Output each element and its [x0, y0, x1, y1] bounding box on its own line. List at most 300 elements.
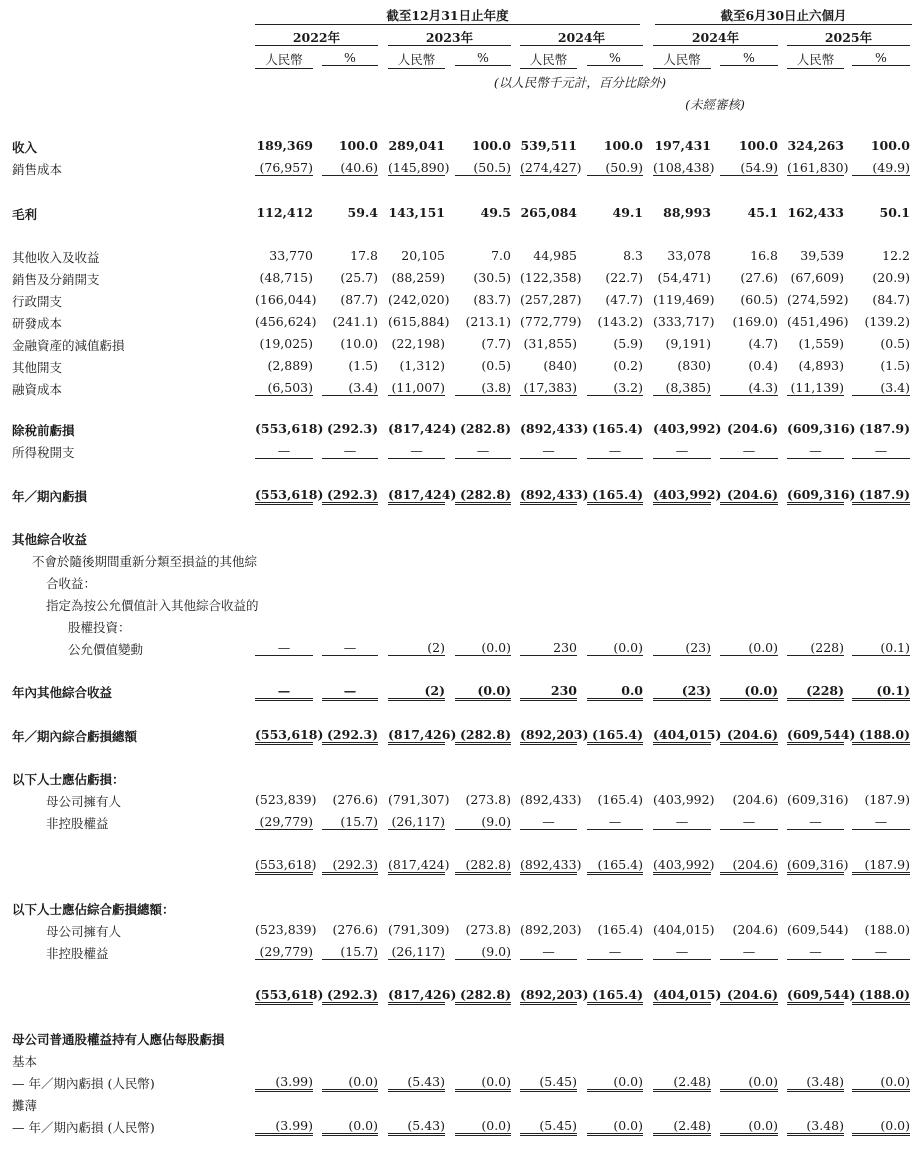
amount-cell: (817,424) — [388, 487, 445, 505]
amount-cell: 33,770 — [269, 248, 313, 263]
table-row — [0, 485, 924, 507]
amount-cell: — — [255, 640, 313, 656]
amount-cell: (2) — [388, 640, 445, 656]
percent-cell: (165.4) — [597, 922, 643, 937]
group-header-fiscal-year: 截至12月31日止年度 — [386, 8, 509, 23]
amount-cell: — — [787, 443, 844, 459]
amount-cell: (22,198) — [391, 336, 445, 351]
table-row — [0, 441, 924, 463]
percent-cell: (276.6) — [332, 792, 378, 807]
percent-cell: 16.8 — [750, 248, 778, 263]
percent-cell: — — [322, 443, 378, 459]
amount-cell: (9,191) — [665, 336, 711, 351]
amount-cell: (2) — [388, 683, 445, 701]
percent-cell: (292.3) — [327, 421, 378, 436]
amount-cell: — — [520, 443, 577, 459]
amount-cell: (17,383) — [520, 380, 577, 396]
row-label: 毛利 — [12, 207, 38, 222]
amount-cell: (523,839) — [255, 922, 317, 937]
amount-cell: (403,992) — [653, 792, 715, 807]
percent-cell: 100.0 — [603, 138, 643, 153]
amount-cell: (26,117) — [388, 814, 445, 830]
percent-cell: (143.2) — [597, 314, 643, 329]
percent-cell: 100.0 — [738, 138, 778, 153]
percent-cell: (0.0) — [587, 1074, 643, 1092]
amount-cell: (609,544) — [787, 922, 849, 937]
percent-cell: (4.3) — [720, 380, 778, 396]
table-row — [0, 616, 924, 638]
percent-cell: (0.5) — [481, 358, 511, 373]
table-row — [0, 985, 924, 1007]
table-row — [0, 136, 924, 158]
percent-cell: (273.8) — [465, 922, 511, 937]
amount-cell: (4,893) — [798, 358, 844, 373]
row-label: 融資成本 — [12, 382, 63, 397]
amount-cell: — — [787, 944, 844, 960]
percent-cell: (20.9) — [872, 270, 910, 285]
percent-cell: — — [587, 443, 643, 459]
amount-cell: (166,044) — [255, 292, 317, 307]
amount-cell: 88,993 — [663, 205, 711, 220]
amount-cell: (5.43) — [388, 1074, 445, 1092]
amount-cell: (3.48) — [787, 1074, 844, 1092]
amount-cell: (404,015) — [653, 922, 715, 937]
percent-header: % — [455, 50, 511, 66]
amount-cell: (892,203) — [520, 727, 577, 745]
percent-cell: 100.0 — [338, 138, 378, 153]
row-label: 年／期內虧損 — [12, 489, 88, 504]
year-header: 2023年 — [425, 30, 474, 45]
percent-cell: (139.2) — [864, 314, 910, 329]
amount-cell: (1,559) — [798, 336, 844, 351]
amount-cell: (817,426) — [388, 987, 445, 1005]
row-label: — 年／期內虧損 (人民幣) — [12, 1120, 155, 1135]
percent-cell: 100.0 — [870, 138, 910, 153]
amount-cell: (403,992) — [653, 487, 711, 505]
amount-cell: (11,139) — [787, 380, 844, 396]
row-label: 年／期內綜合虧損總額 — [12, 729, 138, 744]
row-label: 所得稅開支 — [12, 445, 75, 460]
amount-cell: (523,839) — [255, 792, 317, 807]
row-label: 指定為按公允價值計入其他綜合收益的 — [46, 598, 259, 613]
table-row — [0, 1116, 924, 1138]
row-label: 母公司普通股權益持有人應佔每股虧損 — [12, 1032, 225, 1047]
amount-cell: 39,539 — [800, 248, 844, 263]
amount-cell: (145,890) — [388, 160, 450, 175]
amount-cell: — — [653, 944, 711, 960]
amount-cell: (76,957) — [255, 160, 313, 176]
table-row — [0, 572, 924, 594]
group-header-half-year-rule — [655, 24, 912, 25]
amount-cell: 112,412 — [256, 205, 313, 220]
percent-cell: (3.2) — [587, 380, 643, 396]
percent-cell: (187.9) — [864, 792, 910, 807]
amount-cell: (11,007) — [388, 380, 445, 396]
percent-cell: (84.7) — [872, 292, 910, 307]
row-label: 非控股權益 — [46, 816, 109, 831]
amount-cell: (23) — [653, 640, 711, 656]
percent-cell: (3.4) — [322, 380, 378, 396]
year-header-rule — [388, 45, 511, 46]
amount-cell: (817,424) — [388, 421, 457, 436]
table-row — [0, 312, 924, 334]
table-row — [0, 638, 924, 660]
percent-cell: (282.8) — [455, 987, 511, 1005]
percent-cell: (15.7) — [322, 944, 378, 960]
amount-cell: (553,618) — [255, 727, 313, 745]
amount-cell: (553,618) — [255, 987, 313, 1005]
amount-cell: (609,316) — [787, 421, 856, 436]
amount-cell: (2.48) — [653, 1118, 711, 1136]
percent-cell: (282.8) — [455, 857, 511, 875]
percent-cell: (50.9) — [587, 160, 643, 176]
table-row — [0, 334, 924, 356]
amount-cell: (54,471) — [657, 270, 711, 285]
amount-cell: 230 — [520, 683, 577, 701]
row-label: 母公司擁有人 — [46, 924, 122, 939]
row-label: 股權投資： — [68, 620, 131, 635]
amount-cell: 230 — [520, 640, 577, 656]
amount-cell: (333,717) — [653, 314, 715, 329]
amount-cell: (553,618) — [255, 487, 313, 505]
percent-cell: 17.8 — [350, 248, 378, 263]
amount-cell: (274,427) — [520, 160, 582, 175]
percent-header: % — [720, 50, 778, 66]
percent-cell: — — [720, 814, 778, 830]
amount-cell: (403,992) — [653, 857, 711, 875]
row-label: 以下人士應佔虧損： — [12, 772, 125, 787]
table-row — [0, 290, 924, 312]
percent-cell: 50.1 — [879, 205, 910, 220]
percent-cell: (204.6) — [720, 727, 778, 745]
amount-cell: (609,544) — [787, 987, 844, 1005]
percent-cell: — — [852, 443, 910, 459]
percent-cell: (0.0) — [322, 1118, 378, 1136]
currency-header: 人民幣 — [388, 50, 445, 69]
percent-cell: 49.5 — [480, 205, 511, 220]
percent-cell: (204.6) — [720, 857, 778, 875]
amount-cell: — — [653, 443, 711, 459]
amount-cell: (609,316) — [787, 792, 849, 807]
amount-cell: 197,431 — [654, 138, 711, 153]
percent-cell: (0.0) — [852, 1118, 910, 1136]
percent-cell: (165.4) — [587, 487, 643, 505]
row-label: 攤薄 — [12, 1098, 38, 1113]
percent-cell: (50.5) — [455, 160, 511, 176]
percent-cell: (188.0) — [852, 987, 910, 1005]
percent-cell: (0.0) — [720, 640, 778, 656]
table-row — [0, 419, 924, 441]
amount-cell: 143,151 — [388, 205, 445, 220]
table-row — [0, 550, 924, 572]
percent-cell: 45.1 — [747, 205, 778, 220]
percent-cell: — — [455, 443, 511, 459]
amount-cell: (404,015) — [653, 987, 711, 1005]
amount-cell: — — [255, 683, 313, 701]
amount-cell: 44,985 — [533, 248, 577, 263]
percent-cell: (22.7) — [605, 270, 643, 285]
percent-cell: (1.5) — [880, 358, 910, 373]
amount-cell: (892,433) — [520, 857, 577, 875]
table-row — [0, 898, 924, 920]
percent-cell: (3.4) — [852, 380, 910, 396]
percent-cell: (273.8) — [465, 792, 511, 807]
percent-cell: 7.0 — [491, 248, 511, 263]
row-label: 不會於隨後期間重新分類至損益的其他綜 — [32, 554, 258, 569]
percent-cell: (0.4) — [748, 358, 778, 373]
group-header-fiscal-year-rule — [255, 24, 640, 25]
percent-cell: (165.4) — [597, 792, 643, 807]
amount-cell: (892,433) — [520, 487, 577, 505]
percent-cell: (204.6) — [732, 922, 778, 937]
amount-cell: 33,078 — [667, 248, 711, 263]
amount-cell: (242,020) — [388, 292, 450, 307]
percent-cell: (204.6) — [732, 792, 778, 807]
percent-cell: 59.4 — [347, 205, 378, 220]
percent-cell: (213.1) — [465, 314, 511, 329]
table-header — [0, 0, 924, 110]
percent-cell: (0.0) — [852, 1074, 910, 1092]
amount-cell: (553,618) — [255, 857, 313, 875]
row-label: 年內其他綜合收益 — [12, 685, 113, 700]
percent-cell: (241.1) — [332, 314, 378, 329]
percent-cell: (292.3) — [322, 487, 378, 505]
amount-cell: (892,203) — [520, 922, 582, 937]
percent-cell: (292.3) — [322, 987, 378, 1005]
table-row — [0, 725, 924, 747]
amount-cell: (791,309) — [388, 922, 450, 937]
amount-cell: (26,117) — [388, 944, 445, 960]
currency-header: 人民幣 — [520, 50, 577, 69]
year-header: 2024年 — [691, 30, 740, 45]
row-label: 合收益： — [46, 576, 97, 591]
amount-cell: (108,438) — [653, 160, 715, 175]
year-header-rule — [787, 45, 910, 46]
percent-cell: (1.5) — [348, 358, 378, 373]
percent-cell: (4.7) — [748, 336, 778, 351]
row-label: 銷售成本 — [12, 162, 63, 177]
percent-cell: (7.7) — [481, 336, 511, 351]
amount-cell: (31,855) — [523, 336, 577, 351]
percent-cell: (0.0) — [455, 640, 511, 656]
currency-header: 人民幣 — [255, 50, 313, 69]
year-header: 2022年 — [292, 30, 341, 45]
amount-cell: 324,263 — [787, 138, 844, 153]
row-label: 公允價值變動 — [68, 642, 144, 657]
amount-cell: (830) — [677, 358, 711, 373]
amount-cell: (88,259) — [391, 270, 445, 285]
amount-cell: — — [255, 443, 313, 459]
percent-cell: (0.0) — [720, 683, 778, 701]
percent-cell: (165.4) — [587, 727, 643, 745]
table-row — [0, 268, 924, 290]
amount-cell: (19,025) — [259, 336, 313, 351]
table-row — [0, 203, 924, 225]
percent-cell: (27.6) — [740, 270, 778, 285]
table-row — [0, 768, 924, 790]
row-label: 其他收入及收益 — [12, 250, 100, 265]
amount-cell: (3.99) — [255, 1074, 313, 1092]
percent-cell: (165.4) — [587, 857, 643, 875]
percent-cell: (187.9) — [852, 487, 910, 505]
amount-cell: (67,609) — [790, 270, 844, 285]
amount-cell: (29,779) — [255, 814, 313, 830]
percent-cell: (204.6) — [727, 421, 778, 436]
percent-cell: (40.6) — [322, 160, 378, 176]
amount-cell: (23) — [653, 683, 711, 701]
percent-cell: (282.8) — [460, 421, 511, 436]
percent-cell: 8.3 — [623, 248, 643, 263]
amount-cell: (840) — [543, 358, 577, 373]
year-header-rule — [653, 45, 778, 46]
amount-cell: (274,592) — [787, 292, 849, 307]
percent-cell: (282.8) — [455, 487, 511, 505]
table-row — [0, 1094, 924, 1116]
percent-cell: (165.4) — [587, 987, 643, 1005]
percent-cell: (0.1) — [852, 640, 910, 656]
row-label: 收入 — [12, 140, 38, 155]
table-row — [0, 681, 924, 703]
percent-cell: (292.3) — [322, 727, 378, 745]
percent-cell: — — [720, 944, 778, 960]
percent-cell: 0.0 — [587, 683, 643, 701]
amount-cell: (5.45) — [520, 1118, 577, 1136]
year-header-rule — [255, 45, 378, 46]
row-label: 非控股權益 — [46, 946, 109, 961]
amount-cell: (403,992) — [653, 421, 722, 436]
amount-cell: (772,779) — [520, 314, 582, 329]
percent-cell: — — [587, 944, 643, 960]
table-row — [0, 942, 924, 964]
year-header-rule — [520, 45, 643, 46]
table-row — [0, 356, 924, 378]
table-row — [0, 1028, 924, 1050]
percent-cell: (47.7) — [605, 292, 643, 307]
percent-cell: (54.9) — [720, 160, 778, 176]
percent-cell: (15.7) — [322, 814, 378, 830]
percent-cell: — — [587, 814, 643, 830]
amount-cell: (257,287) — [520, 292, 582, 307]
percent-cell: (83.7) — [473, 292, 511, 307]
percent-cell: — — [852, 944, 910, 960]
amount-cell: — — [787, 814, 844, 830]
amount-cell: (817,426) — [388, 727, 445, 745]
row-label: 除稅前虧損 — [12, 423, 75, 438]
row-label: 行政開支 — [12, 294, 63, 309]
percent-cell: (169.0) — [732, 314, 778, 329]
amount-cell: (609,544) — [787, 727, 844, 745]
percent-header: % — [852, 50, 910, 66]
percent-cell: (0.0) — [720, 1074, 778, 1092]
percent-cell: (0.0) — [720, 1118, 778, 1136]
percent-cell: (188.0) — [852, 727, 910, 745]
amount-cell: (122,358) — [520, 270, 582, 285]
amount-cell: (892,433) — [520, 792, 582, 807]
percent-cell: (49.9) — [852, 160, 910, 176]
amount-cell: (3.48) — [787, 1118, 844, 1136]
percent-cell: (25.7) — [340, 270, 378, 285]
row-label: 以下人士應佔綜合虧損總額： — [12, 902, 175, 917]
amount-cell: 189,369 — [256, 138, 313, 153]
amount-cell: (1,312) — [399, 358, 445, 373]
amount-cell: (161,830) — [787, 160, 849, 175]
percent-cell: (0.0) — [587, 640, 643, 656]
row-label: — 年／期內虧損 (人民幣) — [12, 1076, 155, 1091]
amount-cell: (451,496) — [787, 314, 849, 329]
row-label: 基本 — [12, 1054, 38, 1069]
table-row — [0, 246, 924, 268]
percent-cell: (188.0) — [864, 922, 910, 937]
percent-cell: (292.3) — [322, 857, 378, 875]
year-header: 2025年 — [824, 30, 873, 45]
table-row — [0, 378, 924, 400]
percent-cell: (276.6) — [332, 922, 378, 937]
amount-cell: (3.99) — [255, 1118, 313, 1136]
amount-cell: (553,618) — [255, 421, 324, 436]
percent-cell: (0.0) — [587, 1118, 643, 1136]
amount-cell: (892,203) — [520, 987, 577, 1005]
table-row — [0, 158, 924, 180]
percent-cell: (282.8) — [455, 727, 511, 745]
percent-cell: — — [720, 443, 778, 459]
table-row — [0, 790, 924, 812]
currency-header: 人民幣 — [653, 50, 711, 69]
amount-cell: (5.43) — [388, 1118, 445, 1136]
amount-cell: (615,884) — [388, 314, 450, 329]
percent-cell: (0.5) — [880, 336, 910, 351]
amount-cell: (892,433) — [520, 421, 589, 436]
row-label: 金融資產的減值虧損 — [12, 338, 125, 353]
percent-cell: (9.0) — [455, 944, 511, 960]
percent-cell: (165.4) — [592, 421, 643, 436]
amount-cell: (119,469) — [653, 292, 715, 307]
row-label: 其他開支 — [12, 360, 63, 375]
amount-cell: (817,424) — [388, 857, 445, 875]
amount-cell: (2.48) — [653, 1074, 711, 1092]
table-row — [0, 594, 924, 616]
amount-cell: (609,316) — [787, 487, 844, 505]
currency-header: 人民幣 — [787, 50, 844, 69]
group-header-half-year: 截至6月30日止六個月 — [720, 8, 847, 23]
amount-cell: — — [653, 814, 711, 830]
percent-cell: 100.0 — [471, 138, 511, 153]
row-label: 銷售及分銷開支 — [12, 272, 100, 287]
percent-cell: (9.0) — [455, 814, 511, 830]
percent-cell: (0.0) — [322, 1074, 378, 1092]
amount-cell: 289,041 — [388, 138, 445, 153]
amount-cell: (228) — [787, 683, 844, 701]
row-label: 研發成本 — [12, 316, 63, 331]
table-row — [0, 855, 924, 877]
amount-cell: (48,715) — [259, 270, 313, 285]
percent-cell: (30.5) — [473, 270, 511, 285]
percent-cell: (0.0) — [455, 683, 511, 701]
row-label: 母公司擁有人 — [46, 794, 122, 809]
unaudited-note: (未經審核) — [685, 97, 745, 112]
percent-header: % — [322, 50, 378, 66]
percent-cell: (0.1) — [852, 683, 910, 701]
percent-header: % — [587, 50, 643, 66]
amount-cell: (404,015) — [653, 727, 711, 745]
amount-cell: — — [520, 814, 577, 830]
amount-cell: (228) — [787, 640, 844, 656]
table-row — [0, 812, 924, 834]
table-row — [0, 920, 924, 942]
amount-cell: (456,624) — [255, 314, 317, 329]
percent-cell: (204.6) — [720, 487, 778, 505]
percent-cell: (204.6) — [720, 987, 778, 1005]
percent-cell: (60.5) — [740, 292, 778, 307]
